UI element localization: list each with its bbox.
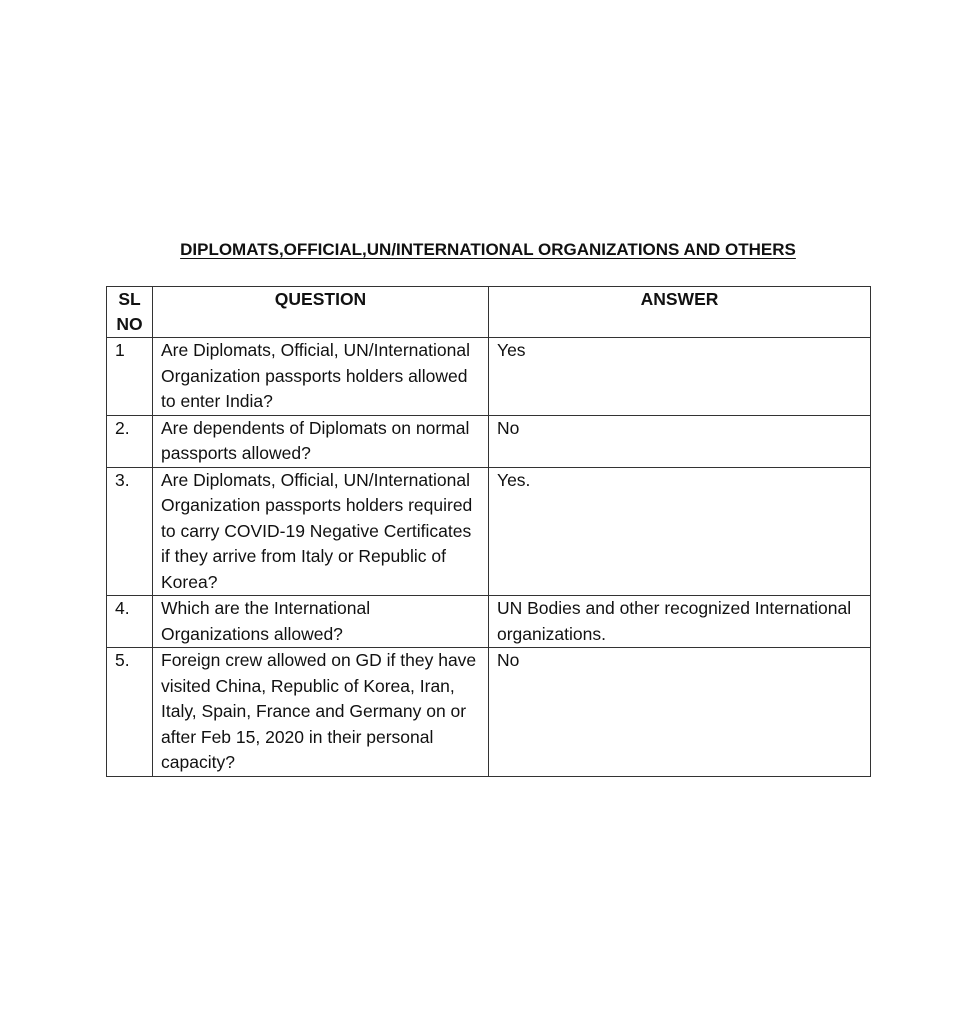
table-row — [107, 415, 871, 467]
header-question: QUESTION — [153, 287, 489, 338]
row-sl-number: 3. — [107, 467, 153, 596]
row-answer: No — [489, 648, 871, 777]
row-question: Are Diplomats, Official, UN/International Organization passports holders allowed to enter India? — [153, 338, 489, 416]
row-question: Are Diplomats, Official, UN/International Organization passports holders required to carry COVID-19 Negative Certificates if they arrive from Italy or Republic of Korea? — [153, 467, 489, 596]
row-answer: Yes — [489, 338, 871, 416]
faq-table — [106, 286, 871, 777]
table-row — [107, 648, 871, 777]
header-sl-no: SL NO — [107, 287, 153, 338]
row-sl-number: 1 — [107, 338, 153, 416]
header-answer: ANSWER — [489, 287, 871, 338]
row-sl-number: 4. — [107, 596, 153, 648]
row-answer: UN Bodies and other recognized International organizations. — [489, 596, 871, 648]
table-row — [107, 338, 871, 416]
row-question: Which are the International Organizations allowed? — [153, 596, 489, 648]
table-row — [107, 596, 871, 648]
row-question: Are dependents of Diplomats on normal passports allowed? — [153, 415, 489, 467]
row-sl-number: 2. — [107, 415, 153, 467]
row-answer: No — [489, 415, 871, 467]
row-answer: Yes. — [489, 467, 871, 596]
table-header-row — [107, 287, 871, 338]
table-row — [107, 467, 871, 596]
document-title: DIPLOMATS,OFFICIAL,UN/INTERNATIONAL ORGANIZATIONS AND OTHERS — [180, 240, 796, 259]
row-sl-number: 5. — [107, 648, 153, 777]
row-question: Foreign crew allowed on GD if they have visited China, Republic of Korea, Iran, Italy, Spain, France and Germany on or after Feb 15, 2020 in their personal capacity? — [153, 648, 489, 777]
